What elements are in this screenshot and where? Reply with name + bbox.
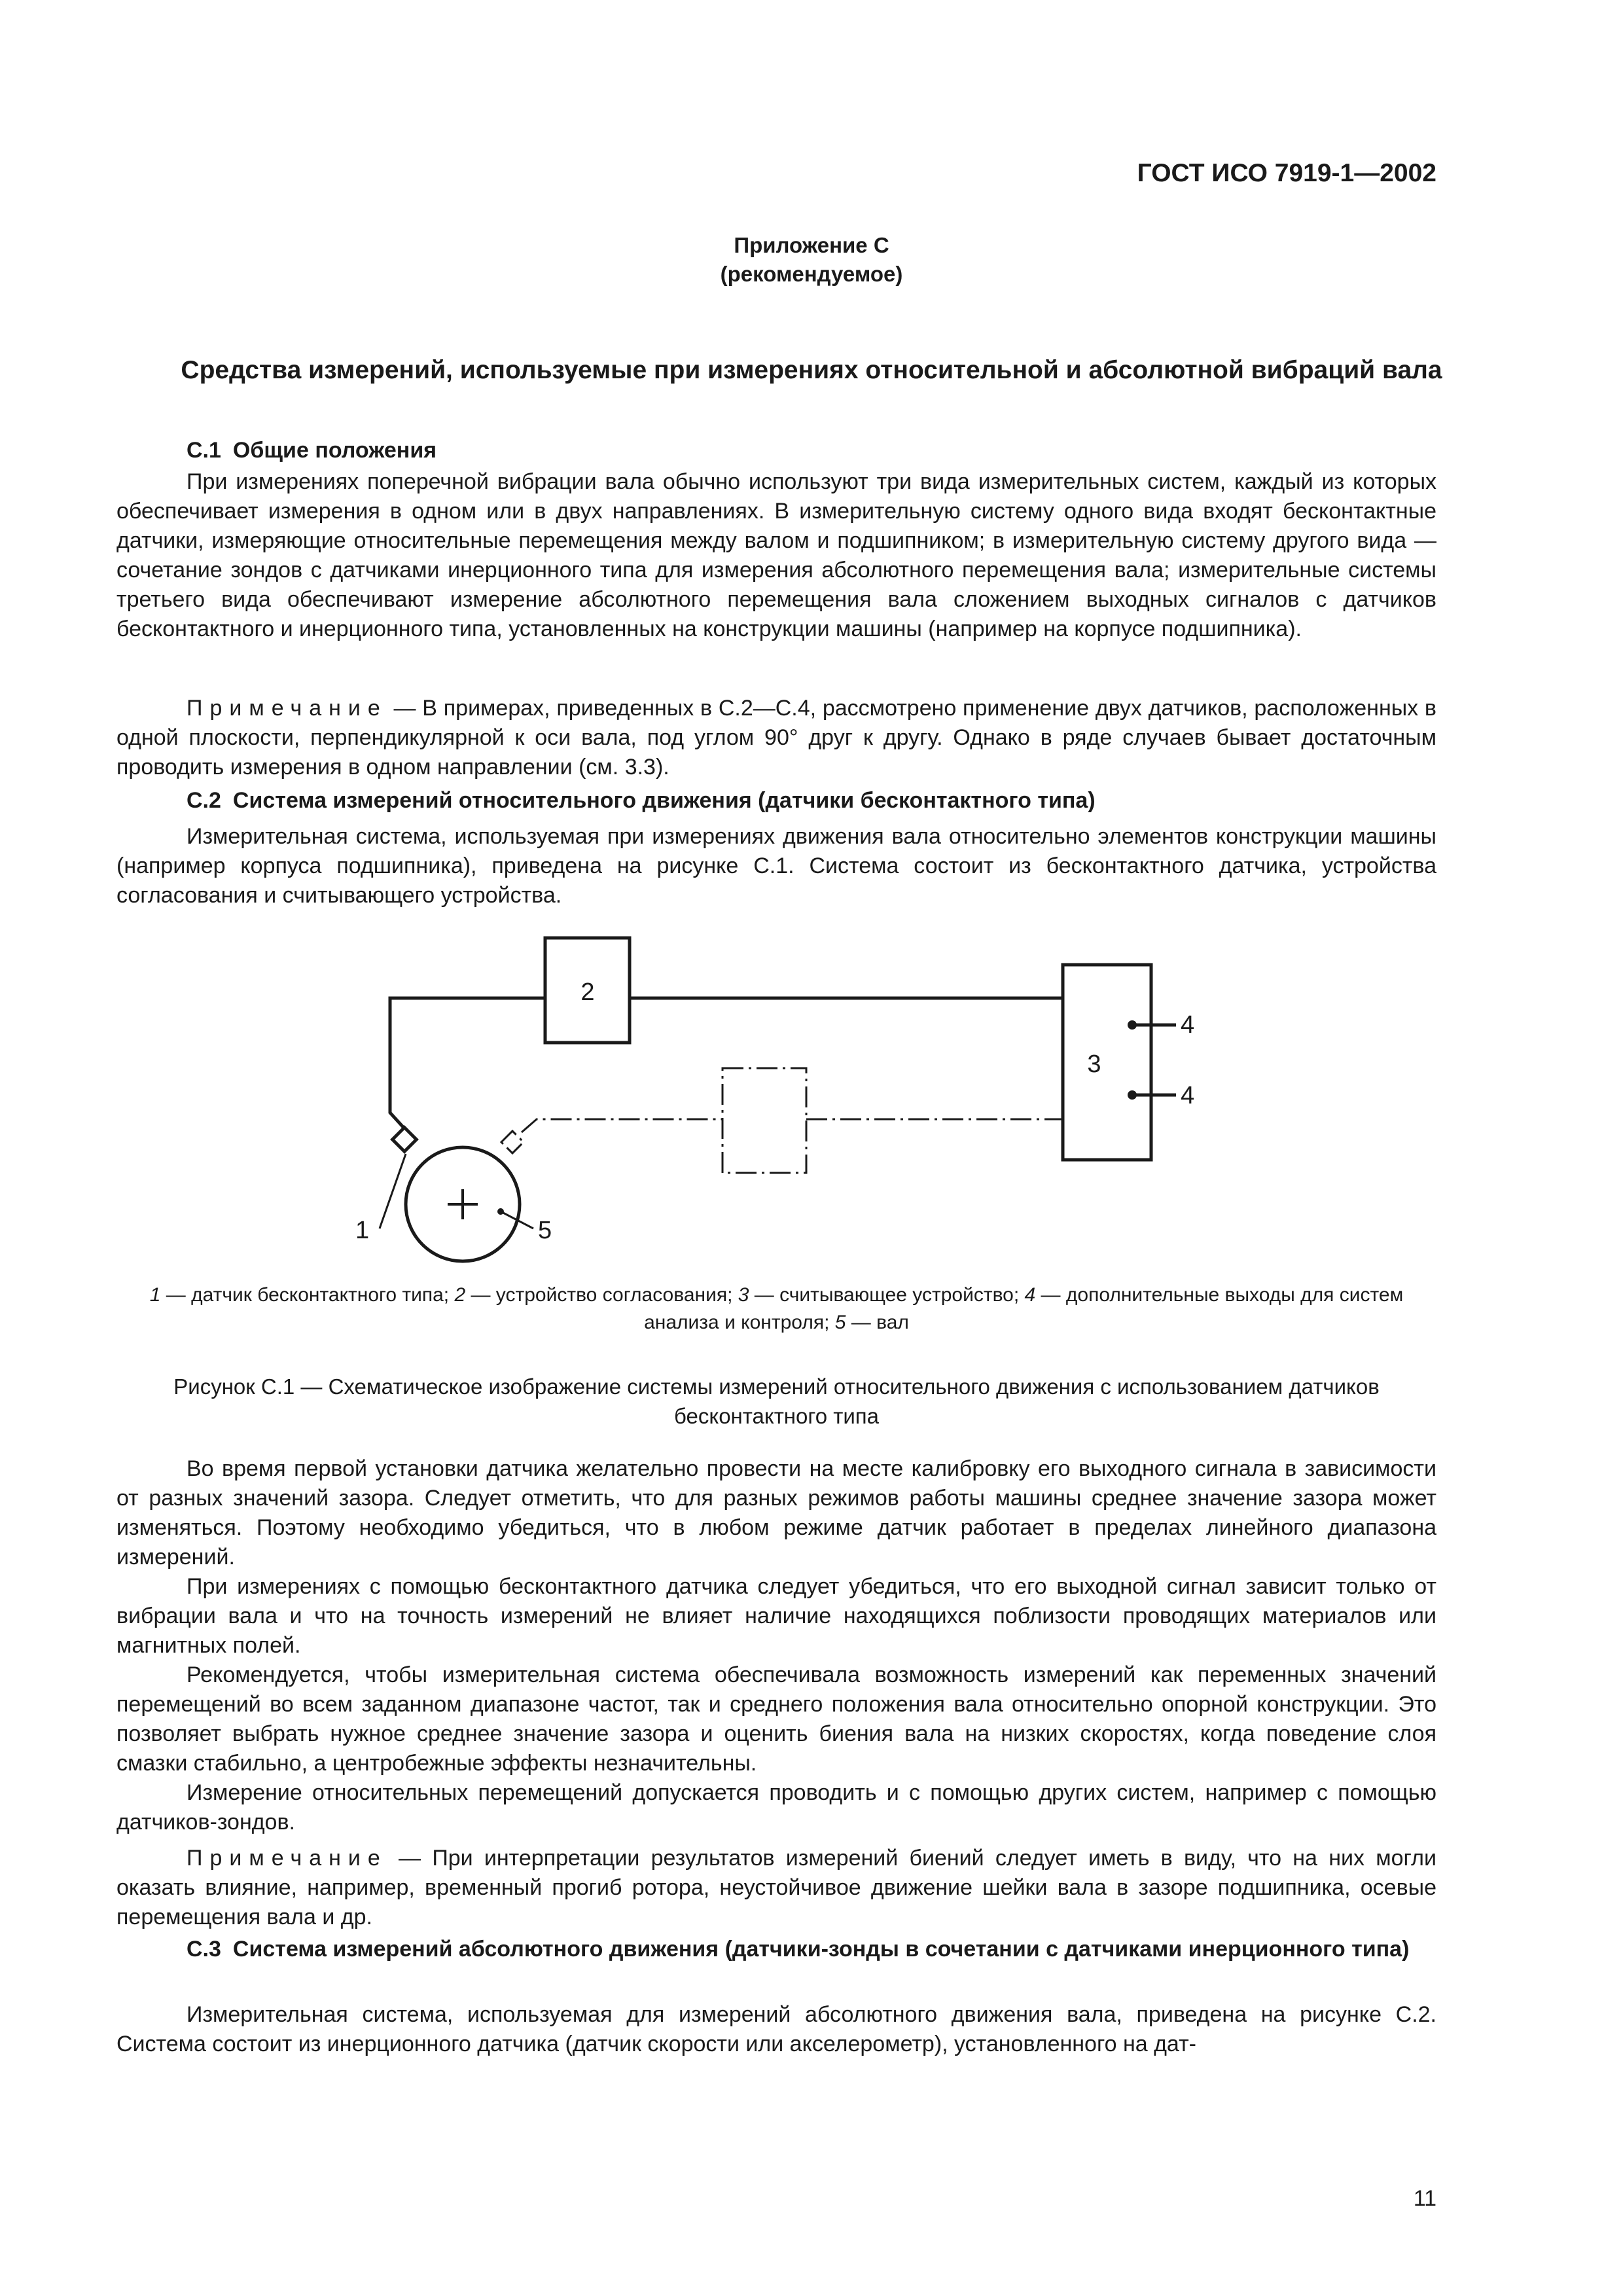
annex-title: Приложение С [734, 233, 889, 257]
legend-text: — устройство согласования; [465, 1284, 738, 1306]
section-number: С.2 [187, 788, 221, 813]
note-text: — В примерах, приведенных в С.2—С.4, рассмотрено применение двух датчиков, расположенных в одной плоскости, перпендикулярной к оси вала, под углом 90° друг к другу. Однако в ряде случаев бывает достаточным проводить измерения в одном направлении (см. 3.3). [116, 696, 1436, 780]
label-3: 3 [1087, 1050, 1101, 1078]
label-4b: 4 [1181, 1082, 1195, 1109]
alt-probe-sensor [501, 1131, 524, 1153]
page-number: 11 [1413, 2186, 1436, 2211]
note-label: Примечание [187, 696, 387, 721]
note-paragraph [116, 1844, 1436, 1932]
paragraph: Во время первой установки датчика желательно провести на месте калибровку его выходного сигнала в зависимости от разных значений зазора. Следует отметить, что для разных режимов работы машины среднее значение зазора может изменяться. Поэтому необходимо убедиться, что в любом режиме датчик работает в пределах линейного диапазона измерений. [116, 1456, 1436, 1570]
note-paragraph [116, 694, 1436, 782]
readout-device-box [1063, 965, 1151, 1160]
legend-num: 5 [834, 1312, 846, 1333]
legend-text: — дополнительные выходы для систем анализа и контроля; [644, 1284, 1404, 1333]
legend-text: — считывающее устройство; [749, 1284, 1025, 1306]
legend-num: 3 [738, 1284, 749, 1306]
note-text: — При интерпретации результатов измерений биений следует иметь в виду, что на них могли оказать влияние, например, временный прогиб ротора, неустойчивое движение шейки вала в зазоре подшипника, осевые перемещения вала и др. [116, 1846, 1436, 1929]
section-heading-text: Общие положения [232, 438, 437, 463]
section-heading-text: Система измерений абсолютного движения (датчики-зонды в сочетании с датчиками инерционного типа) [232, 1937, 1410, 1962]
legend-text: — вал [846, 1312, 909, 1333]
alt-device-box [722, 1068, 806, 1173]
section-heading-c2 [187, 785, 1436, 816]
legend-num: 4 [1024, 1284, 1036, 1306]
shaft-dot [497, 1208, 504, 1215]
legend-text: — датчик бесконтактного типа; [160, 1284, 455, 1306]
paragraph: Рекомендуется, чтобы измерительная система обеспечивала возможность измерений как переменных значений перемещений во всем заданном диапазоне частот, так и среднего положения вала относительно опорной конструкции. Это позволяет выбрать нужное среднее значение зазора и оценить биения вала на низких скоростях, когда поведение слоя смазки стабильно, а центробежные эффекты незначительны. [116, 1662, 1436, 1776]
section-heading-text: Система измерений относительного движения (датчики бесконтактного типа) [232, 788, 1096, 813]
note-label: Примечание [187, 1846, 387, 1871]
paragraph: Измерение относительных перемещений допускается проводить и с помощью других систем, например с помощью датчиков-зондов. [116, 1780, 1436, 1835]
alt-signal-line [522, 1119, 722, 1132]
section-number: С.1 [187, 438, 221, 463]
legend-num: 2 [454, 1284, 466, 1306]
output-dot [1128, 1090, 1137, 1100]
annex-status: (рекомендуемое) [720, 262, 903, 286]
document-title: Средства измерений, используемые при измерениях относительной и абсолютной вибраций вала [181, 356, 1442, 384]
figure-title: Рисунок С.1 — Схематическое изображение системы измерений относительного движения с использованием датчиков бесконтактного типа [173, 1374, 1380, 1428]
output-dot [1128, 1020, 1137, 1030]
section-heading-c3 [187, 1934, 1436, 1964]
signal-line [390, 998, 545, 1127]
label-2: 2 [580, 978, 595, 1006]
label-1: 1 [355, 1217, 370, 1244]
figure-diagram [0, 916, 1623, 1283]
paragraph: При измерениях с помощью бесконтактного датчика следует убедиться, что его выходной сигнал зависит только от вибрации вала и что на точность измерений не влияет наличие находящихся поблизости проводящих материалов или магнитных полей. [116, 1574, 1436, 1658]
leader-line-1 [380, 1154, 406, 1229]
section-number: С.3 [187, 1937, 221, 1962]
paragraph: При измерениях поперечной вибрации вала обычно используют три вида измерительных систем, каждый из которых обеспечивает измерения в одном или в двух направлениях. В измерительную систему одного вида входят бесконтактные датчики, измеряющие относительные перемещения между валом и подшипником; в измерительную систему другого вида — сочетание зондов с датчиками инерционного типа для измерения абсолютного перемещения вала; измерительные системы третьего вида обеспечивают измерение абсолютного перемещения вала сложением выходных сигналов с датчиков бесконтактного и инерционного типа, установленных на конструкции машины (например на корпусе подшипника). [116, 469, 1436, 641]
label-4a: 4 [1181, 1011, 1195, 1039]
figure-legend [116, 1282, 1436, 1336]
paragraph: Измерительная система, используемая при измерениях движения вала относительно элементов конструкции машины (например корпуса подшипника), приведена на рисунке С.1. Система состоит из бесконтактного датчика, устройства согласования и считывающего устройства. [116, 824, 1436, 908]
standard-header: ГОСТ ИСО 7919-1—2002 [1137, 159, 1436, 187]
probe-sensor [393, 1128, 417, 1152]
paragraph: Измерительная система, используемая для измерений абсолютного движения вала, приведена на рисунке С.2. Система состоит из инерционного датчика (датчик скорости или акселерометр), установленного на дат- [116, 2002, 1436, 2056]
legend-num: 1 [149, 1284, 161, 1306]
label-5: 5 [538, 1217, 552, 1244]
section-heading-c1 [187, 435, 1436, 465]
